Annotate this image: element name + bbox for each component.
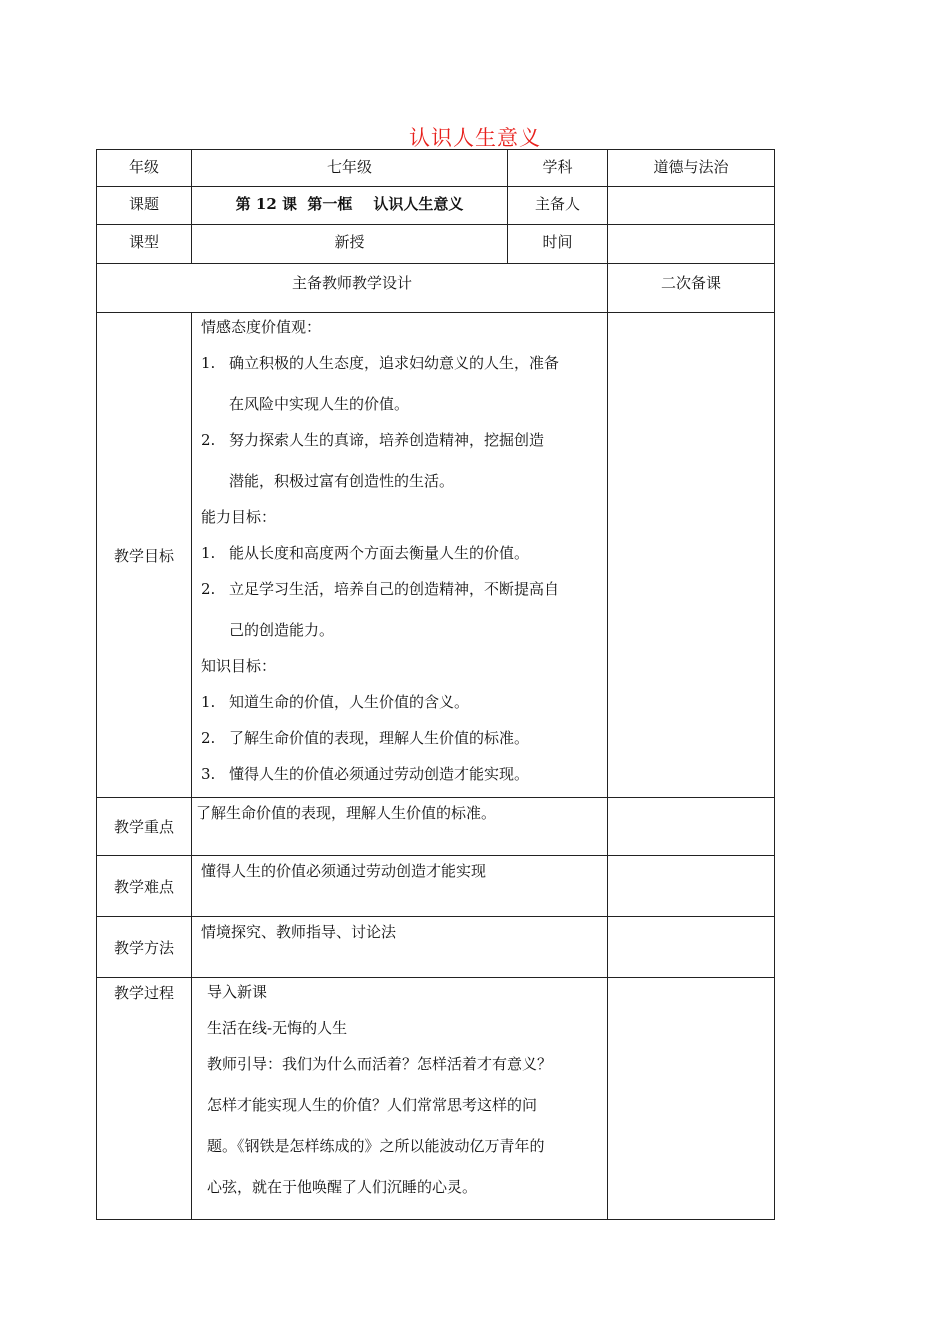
process-row [97,978,775,1220]
item-line: 知道生命的价值，人生价值的含义。 [229,693,470,711]
item-line: 立足学习生活，培养自己的创造精神，不断提高自 [229,580,560,598]
item-number: 2. [201,431,216,449]
key-point-text: 了解生命价值的表现，理解人生价值的标准。 [192,798,608,856]
item-number: 1. [201,544,216,562]
ability-heading: 能力目标： [201,508,277,526]
process-line: 心弦，就在于他唤醒了人们沉睡的心灵。 [207,1178,478,1196]
item-number: 2. [201,729,216,747]
objectives-secondary-cell [608,313,775,798]
process-content [192,978,608,1220]
topic-value: 第 12 课 第一框 认识人生意义 [192,187,508,225]
item-number: 1. [201,693,216,711]
method-label: 教学方法 [97,917,192,978]
preparer-value [608,187,775,225]
item-line: 懂得人生的价值必须通过劳动创造才能实现。 [229,765,530,783]
process-secondary-cell [608,978,775,1220]
process-line: 导入新课 [207,983,268,1001]
method-text: 情境探究、教师指导、讨论法 [192,917,608,978]
main-design-label: 主备教师教学设计 [97,264,608,313]
process-line: 生活在线-无悔的人生 [207,1019,348,1037]
item-line: 确立积极的人生态度，追求妇幼意义的人生，准备 [229,354,560,372]
list-item [201,579,601,641]
process-line: 怎样才能实现人生的价值？人们常常思考这样的问 [207,1096,538,1114]
design-row [97,264,775,313]
preparer-label: 主备人 [508,187,608,225]
type-row [97,225,775,264]
process-line: 教师引导：我们为什么而活着？怎样活着才有意义？ [207,1055,553,1073]
list-item [201,543,601,564]
item-line: 了解生命价值的表现，理解人生价值的标准。 [229,729,530,747]
item-number: 2. [201,580,216,598]
difficulty-text: 懂得人生的价值必须通过劳动创造才能实现 [192,856,608,917]
lesson-plan-table [96,149,775,1220]
secondary-prep-label: 二次备课 [608,264,775,313]
topic-row [97,187,775,225]
process-line: 题。《钢铁是怎样练成的》之所以能波动亿万青年的 [207,1137,545,1155]
subject-value: 道德与法治 [608,150,775,187]
page-title: 认识人生意义 [409,126,541,150]
time-label: 时间 [508,225,608,264]
item-line: 努力探索人生的真谛，培养创造精神，挖掘创造 [229,431,545,449]
key-point-row [97,798,775,856]
difficulty-row [97,856,775,917]
item-line: 潜能，积极过富有创造性的生活。 [229,472,455,490]
grade-row [97,150,775,187]
method-secondary-cell [608,917,775,978]
item-number: 3. [201,765,216,783]
process-label: 教学过程 [97,978,192,1220]
list-item [201,764,601,785]
grade-label: 年级 [97,150,192,187]
difficulty-label: 教学难点 [97,856,192,917]
attitude-heading: 情感态度价值观： [201,318,322,336]
knowledge-heading: 知识目标： [201,657,277,675]
subject-label: 学科 [508,150,608,187]
type-label: 课型 [97,225,192,264]
type-value: 新授 [192,225,508,264]
method-row [97,917,775,978]
objectives-content [192,313,608,798]
objectives-label: 教学目标 [97,313,192,798]
key-point-secondary-cell [608,798,775,856]
topic-label: 课题 [97,187,192,225]
list-item [201,353,601,415]
item-line: 能从长度和高度两个方面去衡量人生的价值。 [229,544,530,562]
list-item [201,692,601,713]
list-item [201,728,601,749]
difficulty-secondary-cell [608,856,775,917]
grade-value: 七年级 [192,150,508,187]
item-line: 己的创造能力。 [229,621,335,639]
time-value [608,225,775,264]
objectives-row [97,313,775,798]
list-item [201,430,601,492]
key-point-label: 教学重点 [97,798,192,856]
item-number: 1. [201,354,216,372]
item-line: 在风险中实现人生的价值。 [229,395,410,413]
